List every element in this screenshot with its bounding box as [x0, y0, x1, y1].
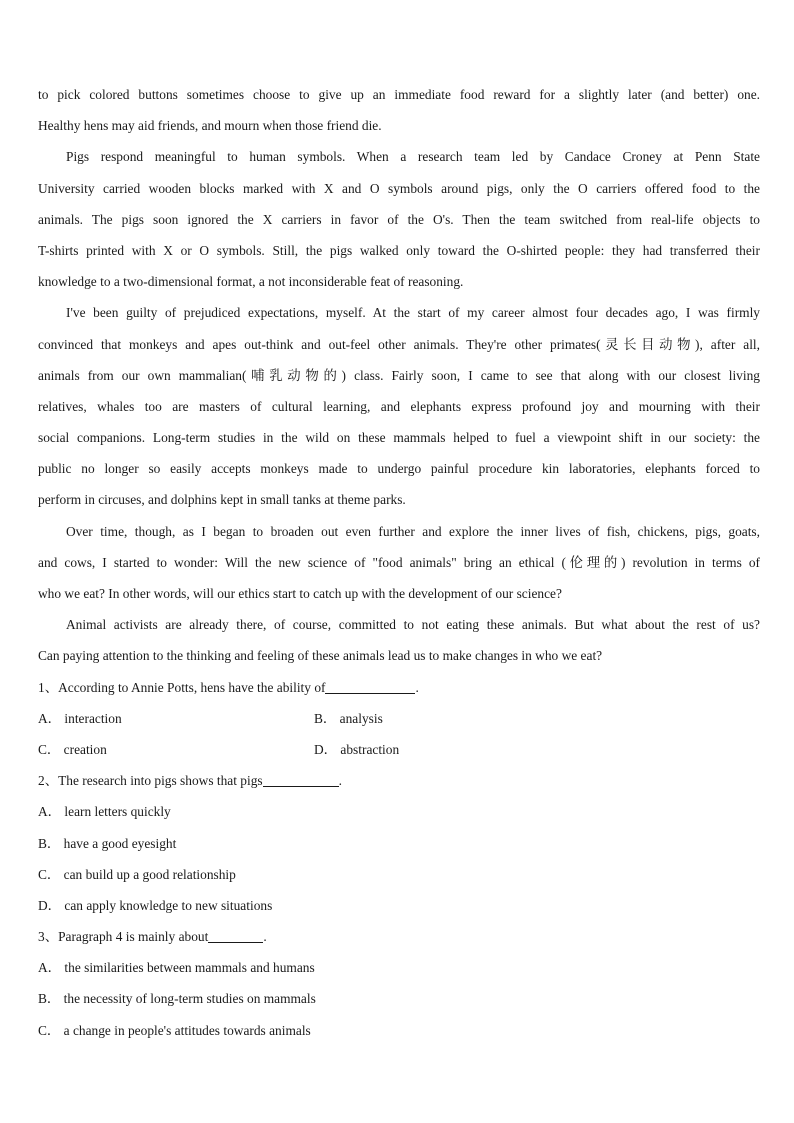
option-a: A． the similarities between mammals and humans — [38, 960, 315, 976]
question-text: 2、The research into pigs shows that pigs — [38, 773, 263, 789]
option-b: B． analysis — [314, 710, 383, 726]
passage-line: animals. The pigs soon ignored the X carriers in favor of the O's. Then the team switched from real-life objects to — [38, 211, 760, 227]
passage-line: and cows, I started to wonder: Will the new science of "food animals" bring an ethical (伦理的) revolution in terms of — [38, 554, 760, 570]
passage-line: Can paying attention to the thinking and feeling of these animals lead us to make changes in who we eat? — [38, 648, 603, 664]
passage-line: Healthy hens may aid friends, and mourn when those friend die. — [38, 118, 382, 134]
question-1-options-row — [38, 703, 760, 734]
passage-line: who we eat? In other words, will our ethics start to catch up with the development of our science? — [38, 586, 562, 601]
passage-line: social companions. Long-term studies in the wild on these mammals helped to fuel a viewpoint shift in our society: the — [38, 430, 760, 446]
option-d: D． can apply knowledge to new situations — [38, 897, 273, 913]
passage-line: relatives, whales too are masters of cultural learning, and elephants express profound joy and mourning with their — [38, 398, 760, 414]
passage-line: animals from our own mammalian(哺乳动物的) class. Fairly soon, I came to see that along with our closest living — [38, 367, 760, 383]
option-c: C． a change in people's attitudes towards animals — [38, 1022, 311, 1038]
passage-line: Over time, though, as I began to broaden out even further and explore the inner lives of fish, chickens, pigs, goats, — [66, 523, 760, 539]
answer-blank — [208, 928, 263, 943]
option-d: D． abstraction — [314, 741, 400, 757]
passage-line: T-shirts printed with X or O symbols. Still, the pigs walked only toward the O-shirted people: they had transferred their — [38, 242, 760, 258]
passage-line: perform in circuses, and dolphins kept in small tanks at theme parks. — [38, 492, 406, 508]
passage-line: to pick colored buttons sometimes choose to give up an immediate food reward for a slightly later (and better) one. — [38, 87, 760, 102]
option-b: B． have a good eyesight — [38, 835, 177, 851]
answer-blank — [263, 772, 339, 787]
passage-line: Animal activists are already there, of course, committed to not eating these animals. But what about the rest of us? — [66, 617, 760, 633]
passage-line: University carried wooden blocks marked with X and O symbols around pigs, only the O carriers offered food to the — [38, 180, 760, 196]
option-a: A． learn letters quickly — [38, 804, 171, 820]
question-2-stem — [38, 765, 760, 796]
question-1-options-row — [38, 734, 760, 765]
question-1-stem — [38, 672, 760, 703]
passage-line: convinced that monkeys and apes out-think and out-feel other animals. They're other primates(灵长目动物), after all, — [38, 336, 760, 352]
question-text: 3、Paragraph 4 is mainly about — [38, 929, 209, 945]
passage-line: I've been guilty of prejudiced expectations, myself. At the start of my career almost four decades ago, I was firmly — [66, 305, 760, 321]
option-c: C． creation — [38, 741, 107, 757]
option-a: A． interaction — [38, 710, 122, 726]
question-3-stem — [38, 921, 760, 952]
option-b: B． the necessity of long-term studies on mammals — [38, 991, 316, 1007]
document-page — [38, 79, 760, 1046]
question-text: 1、According to Annie Potts, hens have the ability of — [38, 679, 326, 695]
question-end: . — [415, 679, 419, 695]
passage-line: Pigs respond meaningful to human symbols. When a research team led by Candace Croney at Penn State — [66, 149, 760, 165]
passage-line: public no longer so easily accepts monkeys made to undergo painful procedure kin laboratories, elephants forced to — [38, 461, 760, 477]
question-end: . — [338, 773, 342, 789]
answer-blank — [325, 679, 415, 694]
passage-line: knowledge to a two-dimensional format, a not inconsiderable feat of reasoning. — [38, 274, 464, 290]
option-c: C． can build up a good relationship — [38, 866, 236, 882]
question-end: . — [263, 929, 267, 945]
